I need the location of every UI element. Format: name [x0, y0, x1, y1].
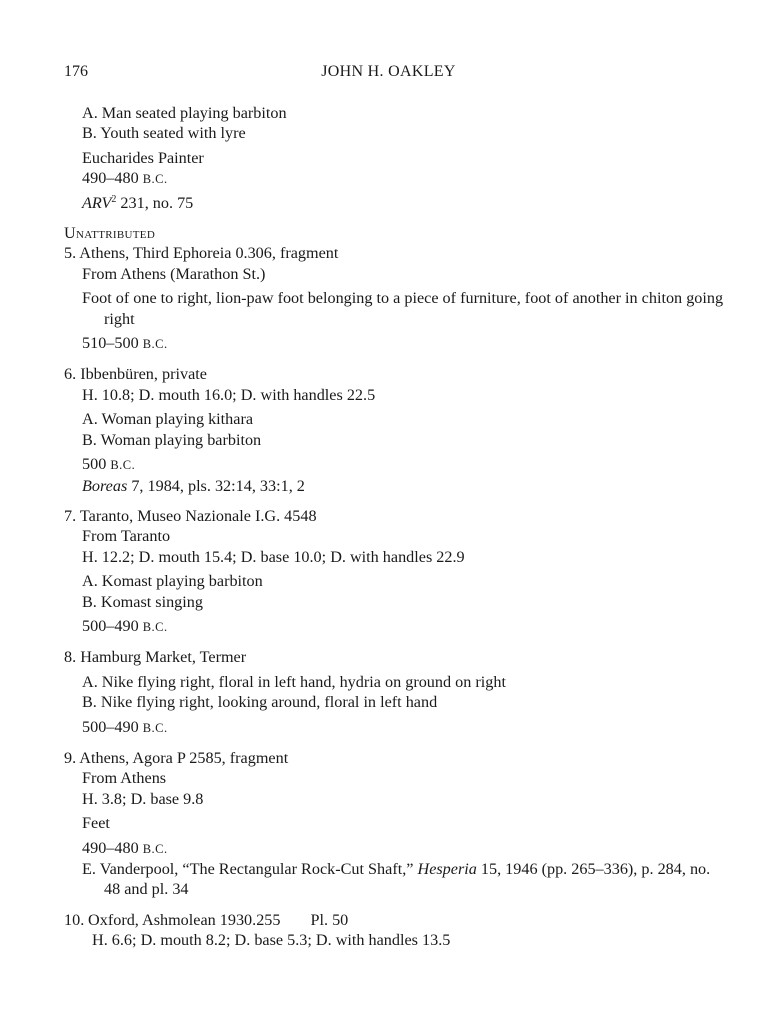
entry-dimensions: H. 10.8; D. mouth 16.0; D. with handles 22.5 [82, 385, 376, 404]
side-a-description: A. Komast playing barbiton [82, 572, 263, 591]
catalogue-entry-continued [64, 103, 724, 213]
entry-dimensions: H. 3.8; D. base 9.8 [82, 789, 204, 808]
catalogue-entry-5 [64, 243, 724, 354]
plate-reference: Pl. 50 [310, 910, 349, 929]
entry-dimensions: H. 6.6; D. mouth 8.2; D. base 5.3; D. with handles 13.5 [92, 931, 451, 950]
entry-number: 10. [64, 910, 85, 929]
entry-title: 5. Athens, Third Ephoreia 0.306, fragment [64, 244, 339, 263]
side-a-description: A. Woman playing kithara [82, 410, 254, 429]
entry-provenance: From Taranto [82, 527, 171, 546]
catalogue-entry-7 [64, 506, 724, 637]
side-a-description: A. Man seated playing barbiton [82, 104, 287, 122]
bibliographic-reference: E. Vanderpool, “The Rectangular Rock-Cut Shaft,” Hesperia 15, 1946 (pp. 265–336), p. 284, no. 48 and pl. 34 [82, 860, 711, 899]
side-a-description: A. Nike flying right, floral in left hand, hydria on ground on right [82, 672, 506, 691]
entry-date: 500 B.C. [82, 455, 136, 474]
entry-title: 6. Ibbenbüren, private [64, 365, 207, 384]
side-b-description: B. Woman playing barbiton [82, 430, 262, 449]
painter-attribution: Eucharides Painter [82, 148, 204, 167]
entry-date: 490–480 B.C. [82, 838, 168, 857]
entry-date: 490–480 B.C. [82, 169, 168, 188]
entry-title: 7. Taranto, Museo Nazionale I.G. 4548 [64, 506, 317, 525]
running-head: JOHN H. OAKLEY [321, 63, 456, 80]
page-header [0, 63, 777, 87]
side-b-description: B. Youth seated with lyre [82, 124, 246, 143]
entry-date: 510–500 B.C. [82, 334, 168, 353]
entry-title: 10. Oxford, Ashmolean 1930.255 Pl. 50 [64, 910, 349, 929]
entry-title: 8. Hamburg Market, Termer [64, 648, 247, 667]
catalogue-body [64, 103, 724, 951]
entry-provenance: From Athens (Marathon St.) [82, 264, 266, 283]
catalogue-entry-10 [64, 910, 724, 951]
catalogue-entry-9 [64, 748, 724, 900]
entry-title: 9. Athens, Agora P 2585, fragment [64, 748, 289, 767]
side-b-description: B. Nike flying right, looking around, floral in left hand [82, 693, 438, 712]
catalogue-entry-6 [64, 364, 724, 495]
catalogue-entry-8 [64, 647, 724, 738]
bibliographic-reference: Boreas 7, 1984, pls. 32:14, 33:1, 2 [82, 476, 305, 495]
page-number: 176 [64, 63, 88, 80]
entry-date: 500–490 B.C. [82, 616, 168, 635]
entry-provenance: From Athens [82, 769, 167, 788]
section-heading: Unattributed [64, 224, 156, 243]
bibliographic-reference: ARV$^2$ 231, no. 75 [82, 193, 194, 212]
entry-date: 500–490 B.C. [82, 717, 168, 736]
entry-dimensions: H. 12.2; D. mouth 15.4; D. base 10.0; D. with handles 22.9 [82, 547, 465, 566]
entry-description: Feet [82, 814, 110, 833]
side-b-description: B. Komast singing [82, 592, 203, 611]
entry-description: Foot of one to right, lion-paw foot belonging to a piece of furniture, foot of another in chiton going right [82, 289, 724, 328]
